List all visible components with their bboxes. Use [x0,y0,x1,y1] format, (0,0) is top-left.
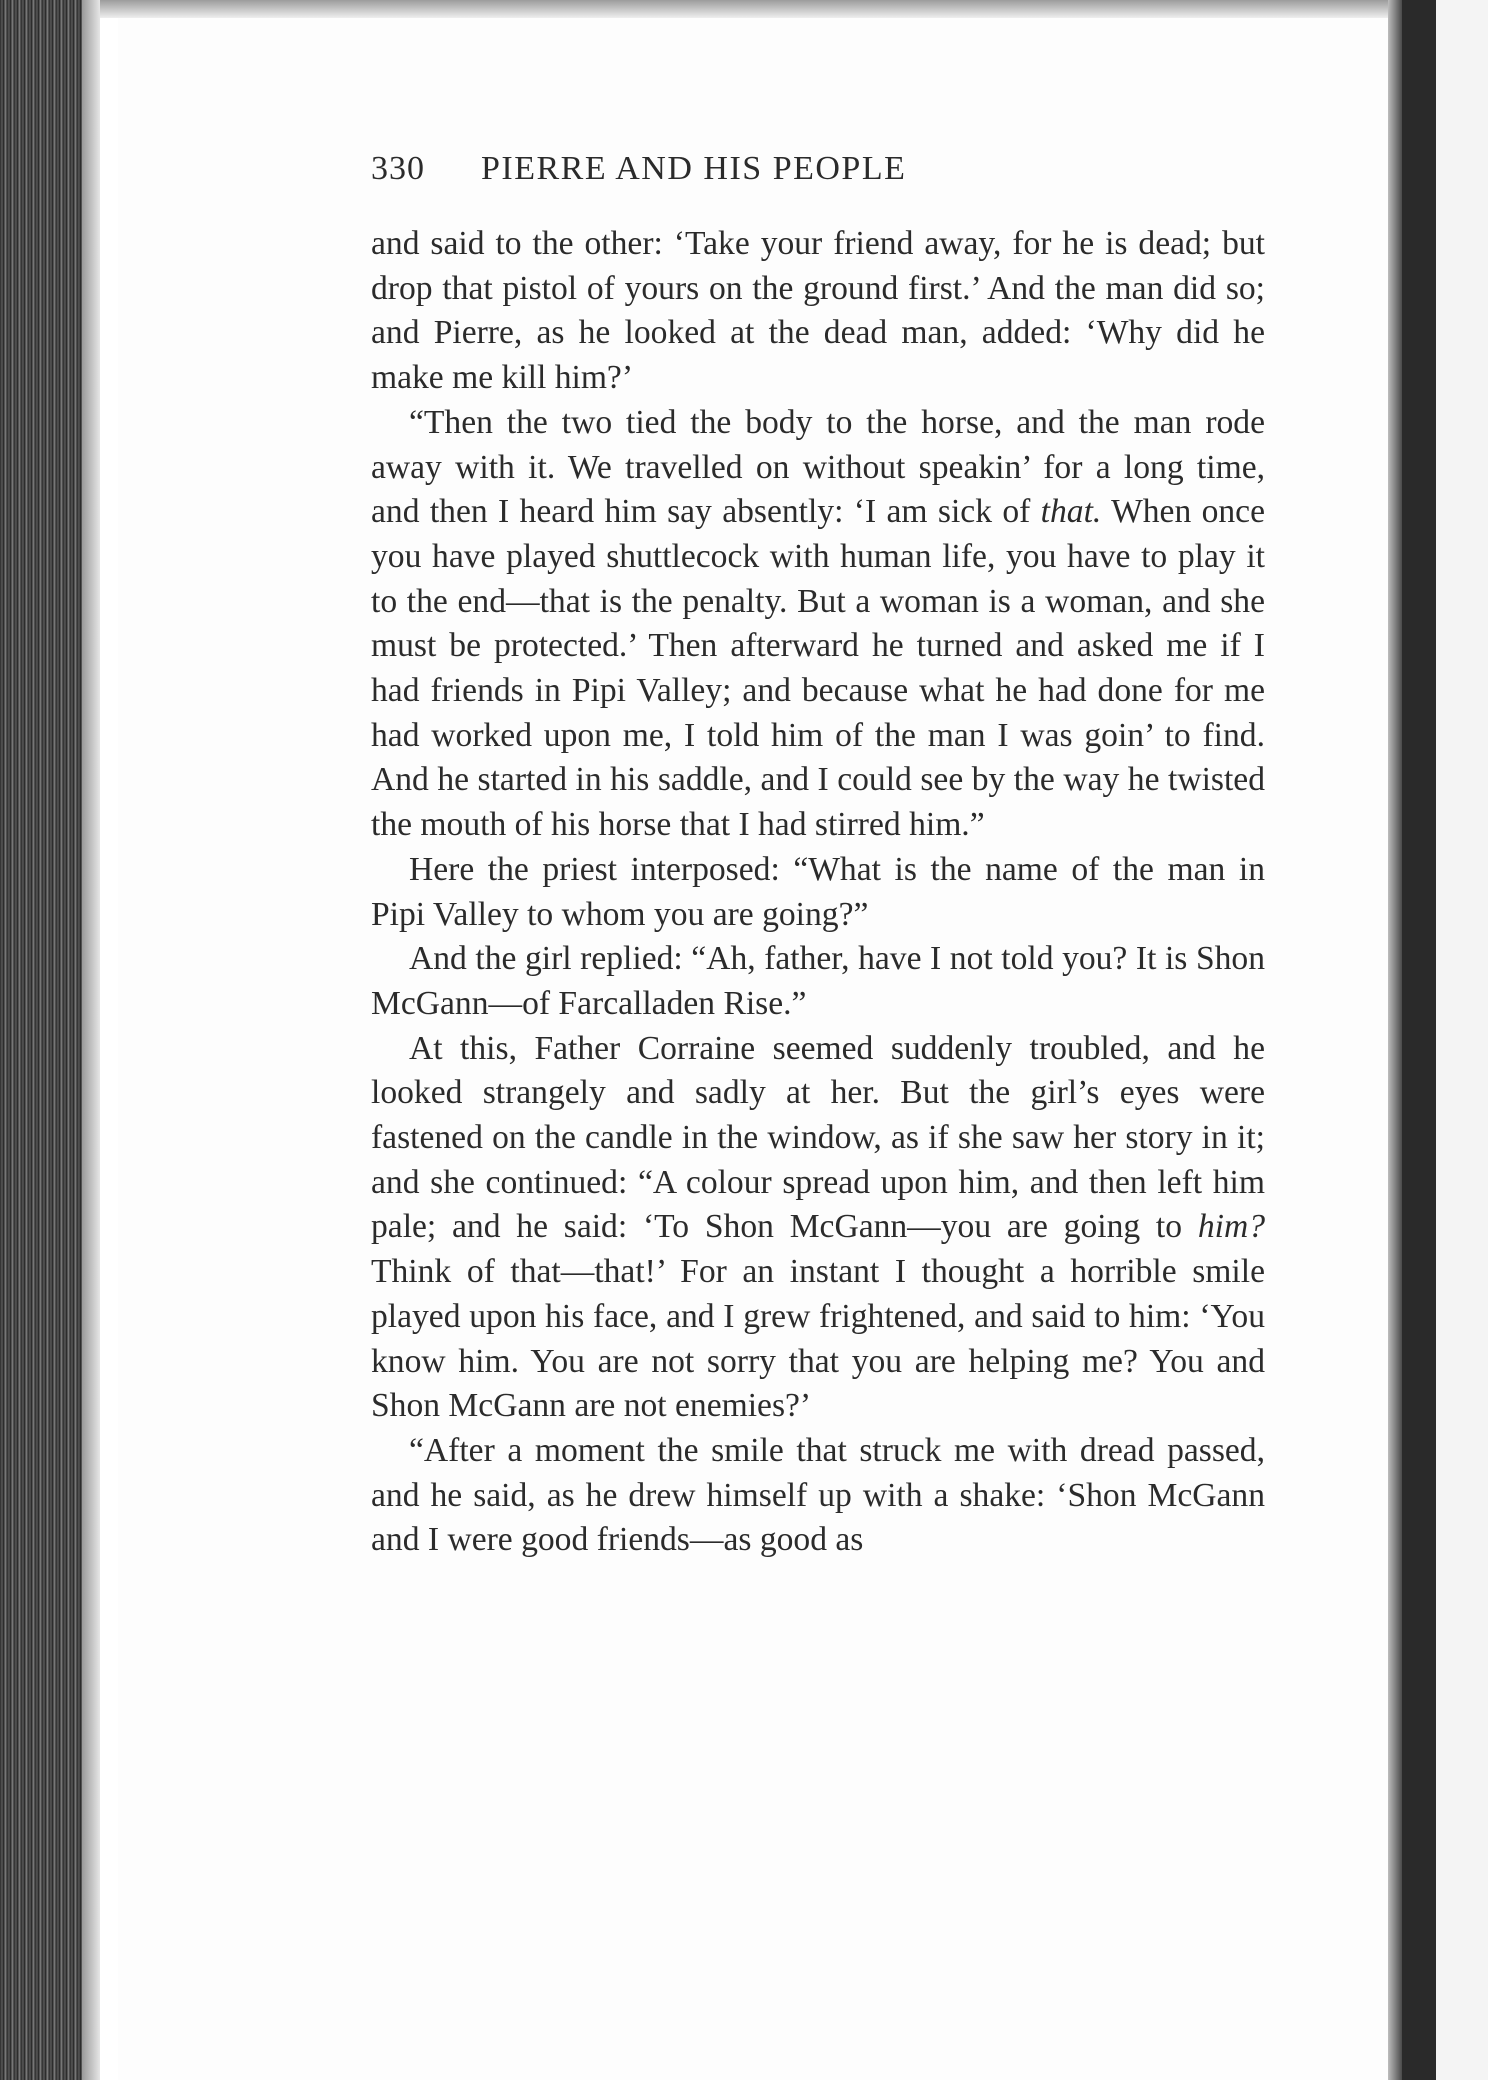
paragraph [371,1429,1265,1563]
paragraph [371,848,1265,937]
italic-text: him? [1197,1208,1265,1246]
body-text [371,222,1265,1563]
paragraph [371,401,1265,848]
running-head [371,150,1265,222]
paragraph-text: “Then the two tied the body to the horse, and the man rode away with it. We travelled on without speakin’ for a long time, and then I heard him say absently: ‘I am sick of [371,403,1265,531]
paragraph-text: “After a moment the smile that struck me with dread passed, and he said, as he drew himself up with a shake: ‘Shon McGann and I were good friends—as good as [371,1431,1265,1559]
book-page-stack-left [0,0,100,2080]
paragraph-text: When once you have played shuttlecock with human life, you have to play it to the end—that is the penalty. But a woman is a woman, and she must be protected.’ Then afterward he turned and asked me if I had friends in Pipi Valley; and because what he had done for me had worked upon me, I told him of the man I was goin’ to find. And he started in his saddle, and I could see by the way he twisted the mouth of his horse that I had stirred him.” [371,493,1265,844]
paragraph-text: At this, Father Corraine seemed suddenly troubled, and he looked strangely and sadly at her. But the girl’s eyes were fastened on the candle in the window, as if she saw her story in it; and she continued: “A colour spread upon him, and then left him pale; and he said: ‘To Shon McGann—you are going to [371,1029,1265,1246]
running-title: PIERRE AND HIS PEOPLE [481,150,907,187]
paragraph [371,937,1265,1026]
page-number: 330 [371,150,425,187]
paragraph-text: and said to the other: ‘Take your friend away, for he is dead; but drop that pistol of yours on the ground first.’ And the man did so; and Pierre, as he looked at the dead man, added: ‘Why did he make me kill him?’ [371,225,1265,397]
paragraph [371,222,1265,401]
paragraph-text: Think of that—that!’ For an instant I thought a horrible smile played upon his face, and I grew frightened, and said to him: ‘You know him. You are not sorry that you are helping me? You and Shon McGann are not enemies?’ [371,1253,1265,1425]
paragraph-text: And the girl replied: “Ah, father, have I not told you? It is Shon McGann—of Farcalladen Rise.” [371,940,1265,1022]
book-page-edge-right [1388,0,1488,2080]
paragraph [371,1027,1265,1429]
paragraph-text: Here the priest interposed: “What is the name of the man in Pipi Valley to whom you are going?” [371,850,1265,933]
page-top-shadow [100,0,1388,18]
text-block [371,150,1265,1563]
italic-text: that. [1040,493,1102,531]
